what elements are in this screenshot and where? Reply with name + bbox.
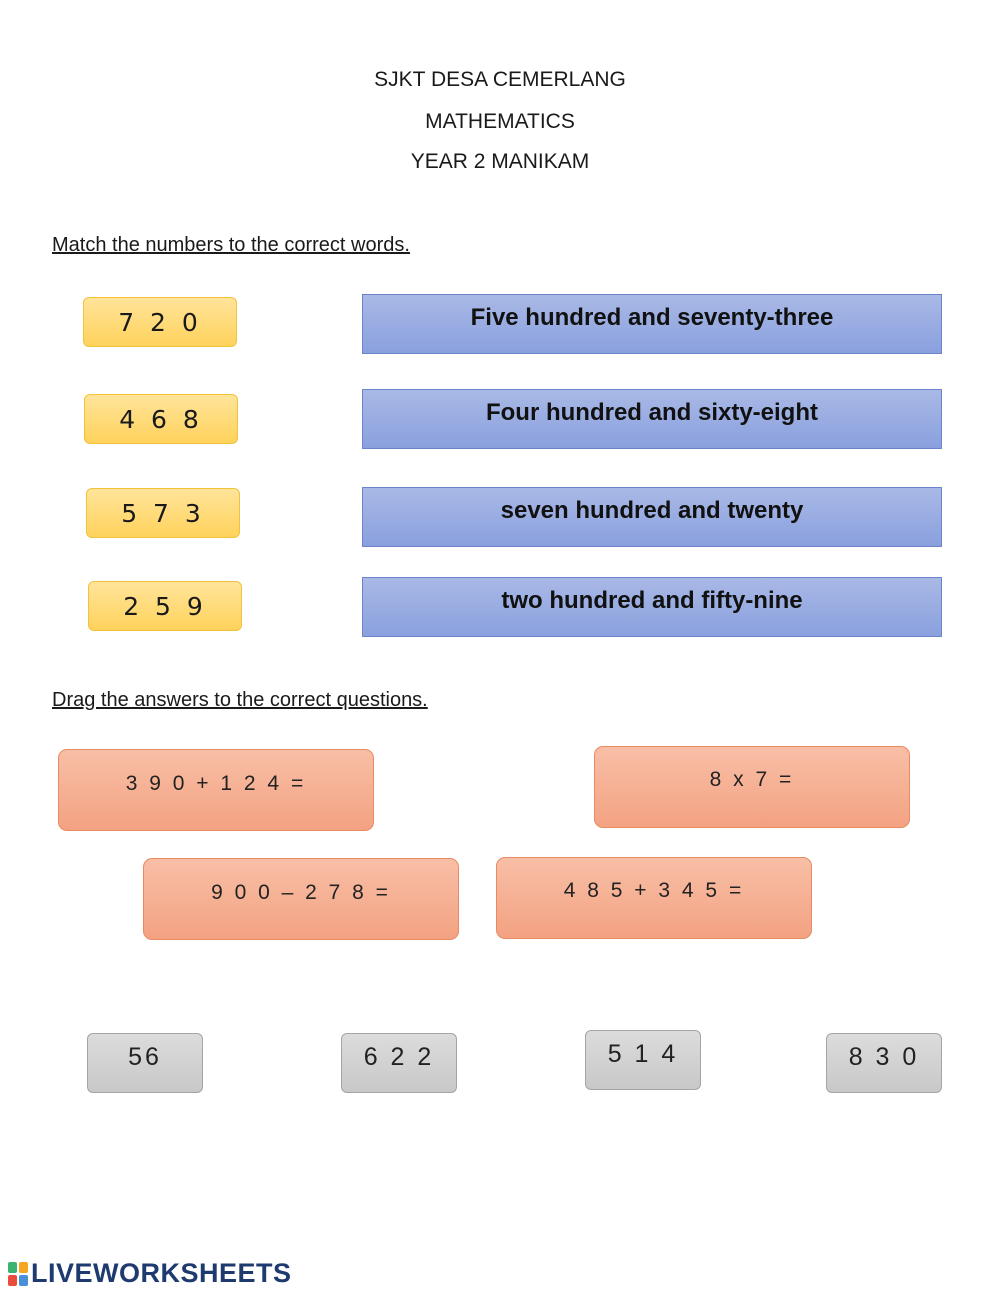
logo-square <box>19 1262 28 1273</box>
class-name: YEAR 2 MANIKAM <box>410 150 590 173</box>
question-subtract-900-278[interactable]: 9 0 0 – 2 7 8 = <box>143 858 459 940</box>
drag-instruction: Drag the answers to the correct questions. <box>52 689 428 711</box>
answer-card-830[interactable]: 8 3 0 <box>826 1033 942 1093</box>
answer-card-56[interactable]: 56 <box>87 1033 203 1093</box>
word-card-two-hundred-fifty-nine[interactable]: two hundred and fifty-nine <box>362 577 942 637</box>
question-addition-485-345[interactable]: 4 8 5 + 3 4 5 = <box>496 857 812 939</box>
number-card-720[interactable]: 7 2 0 <box>83 297 237 347</box>
subject-title: MATHEMATICS <box>425 110 575 133</box>
logo-square <box>8 1262 17 1273</box>
answer-card-622[interactable]: 6 2 2 <box>341 1033 457 1093</box>
logo-square <box>8 1275 17 1286</box>
logo-text: LIVEWORKSHEETS <box>31 1258 292 1288</box>
match-instruction: Match the numbers to the correct words. <box>52 234 410 256</box>
logo-square <box>19 1275 28 1286</box>
number-card-468[interactable]: 4 6 8 <box>84 394 238 444</box>
number-card-259[interactable]: 2 5 9 <box>88 581 242 631</box>
number-card-573[interactable]: 5 7 3 <box>86 488 240 538</box>
school-name: SJKT DESA CEMERLANG <box>374 68 626 91</box>
word-card-five-hundred-seventy-three[interactable]: Five hundred and seventy-three <box>362 294 942 354</box>
liveworksheets-logo <box>8 1258 292 1289</box>
word-card-four-hundred-sixty-eight[interactable]: Four hundred and sixty-eight <box>362 389 942 449</box>
question-addition-390-124[interactable]: 3 9 0 + 1 2 4 = <box>58 749 374 831</box>
answer-card-514[interactable]: 5 1 4 <box>585 1030 701 1090</box>
question-multiply-8-7[interactable]: 8 x 7 = <box>594 746 910 828</box>
liveworksheets-icon <box>8 1262 28 1286</box>
word-card-seven-hundred-twenty[interactable]: seven hundred and twenty <box>362 487 942 547</box>
